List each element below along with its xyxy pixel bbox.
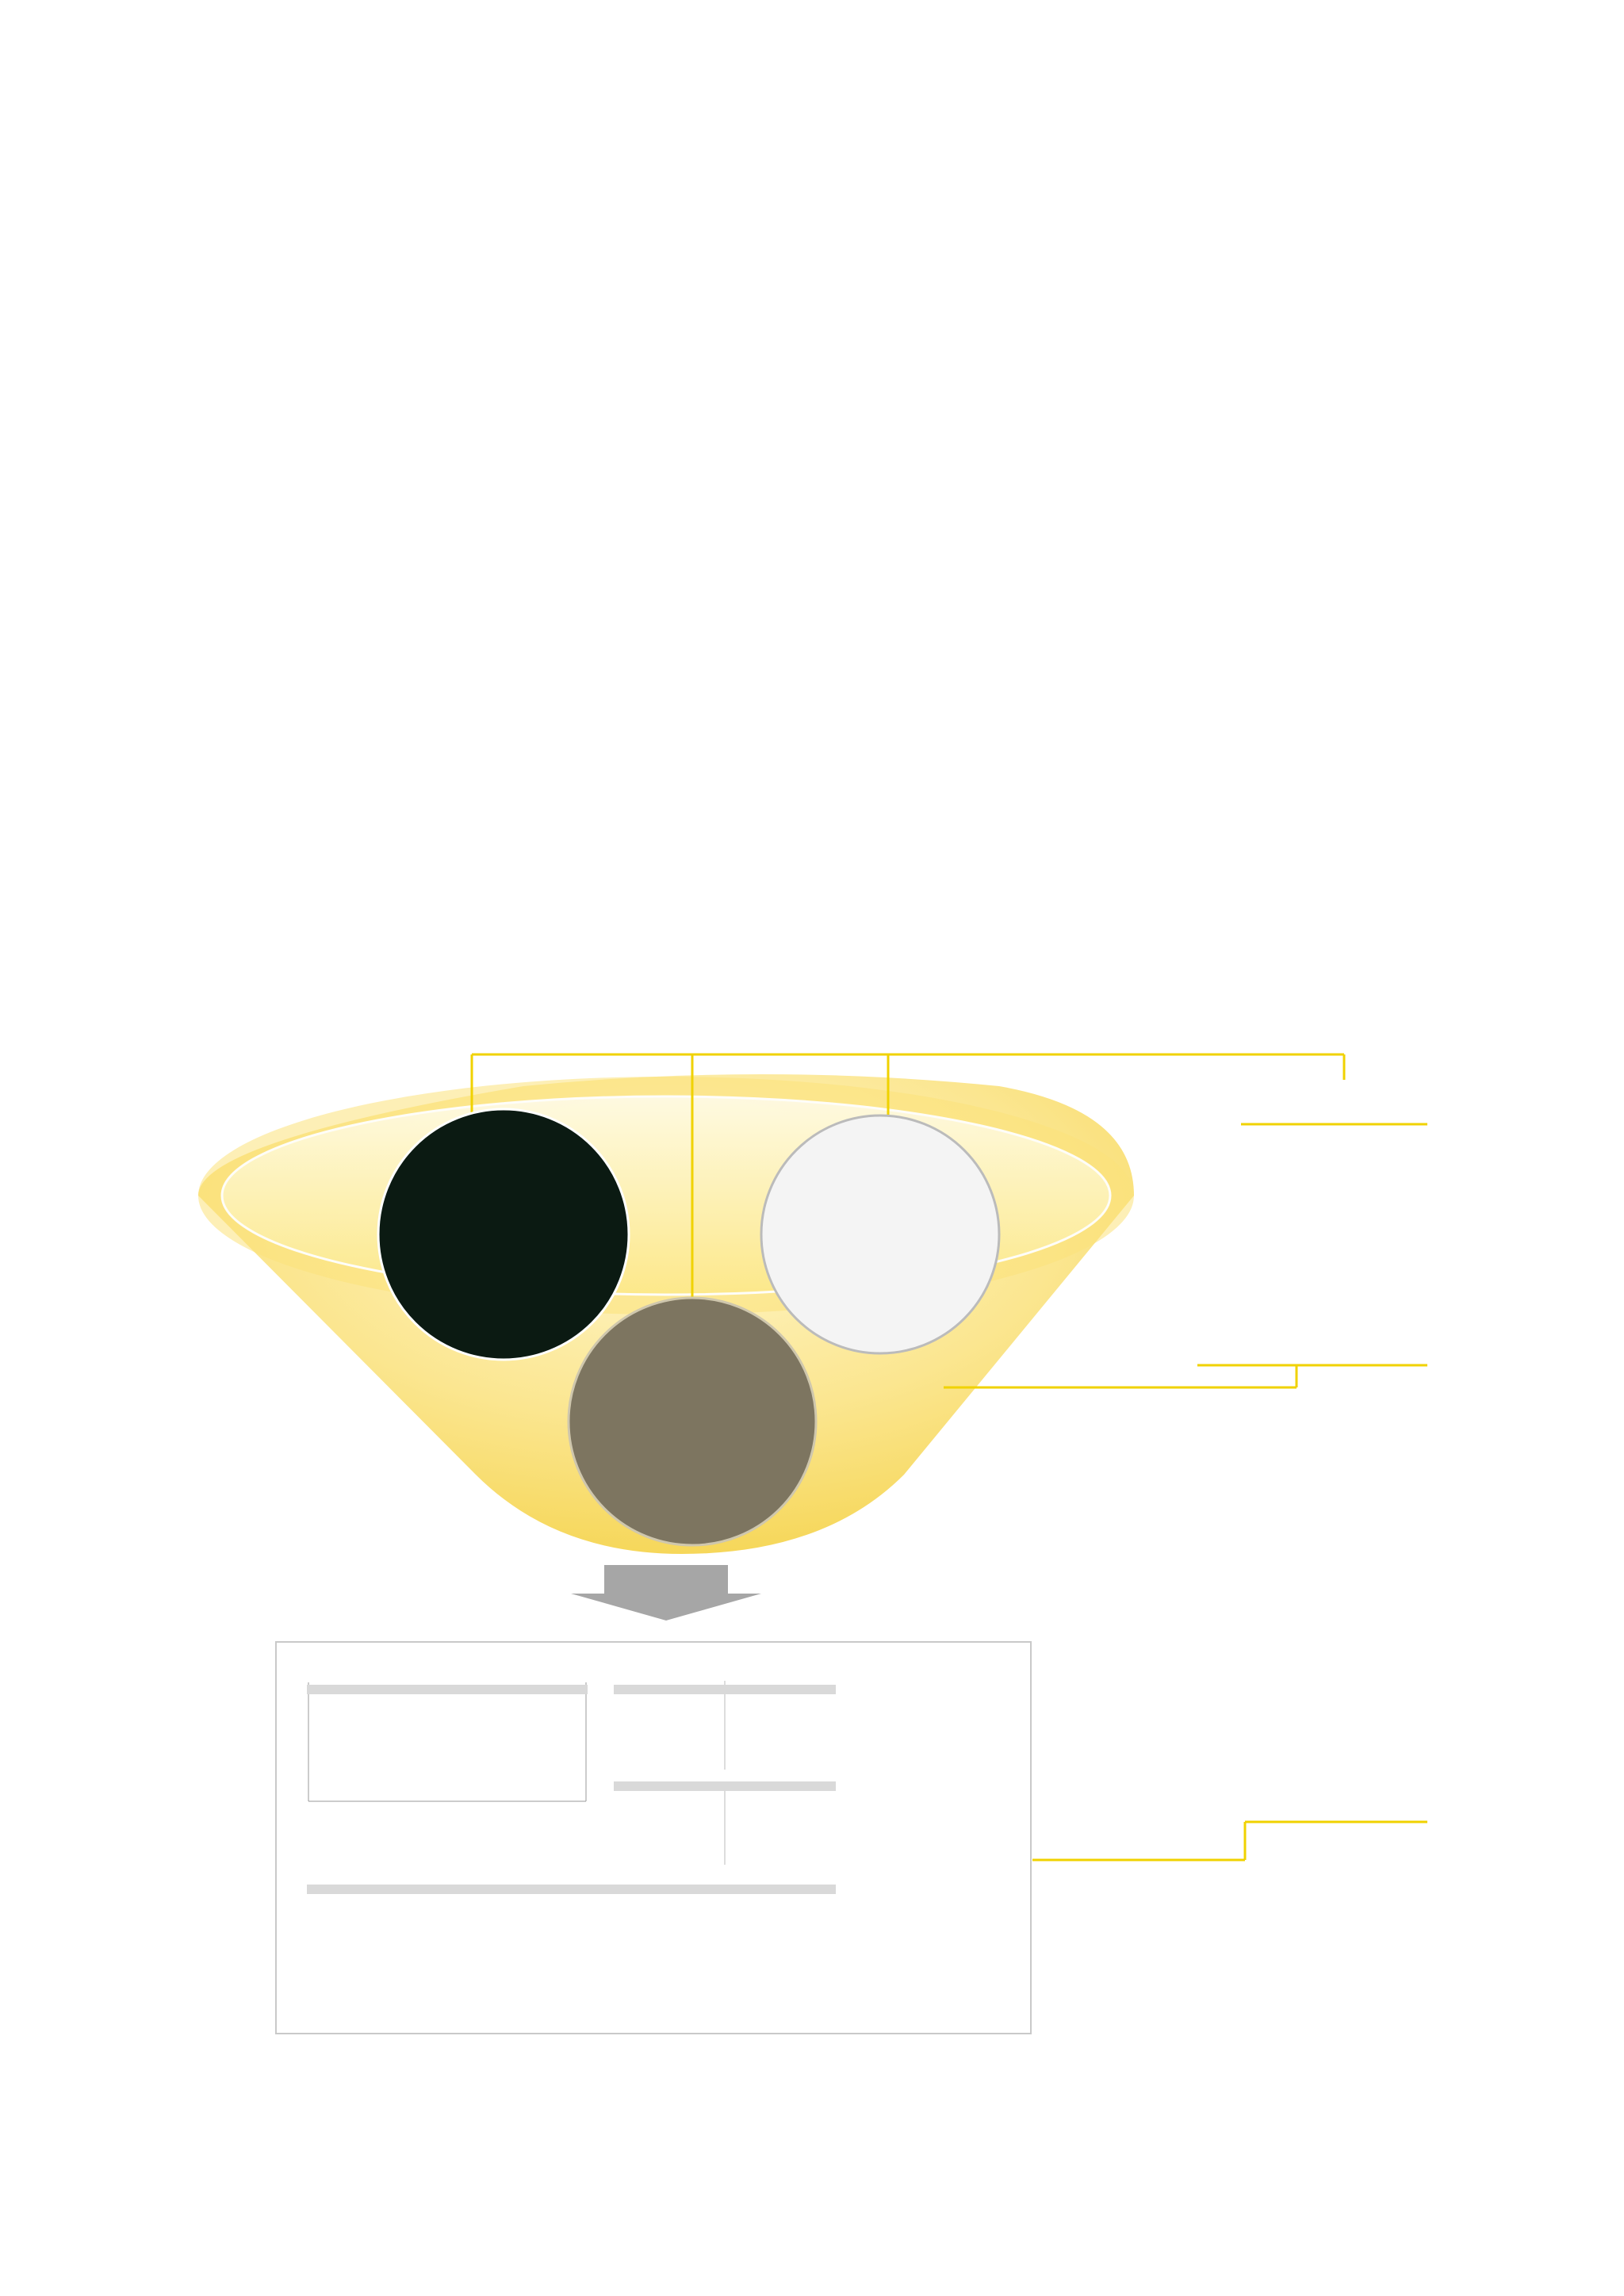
down-arrow [571,1565,761,1621]
panel-account-per-month-title [307,1885,836,1894]
panel-amount-per-account-title [614,1685,836,1694]
panel-amount-per-subcategory-title [614,1781,836,1791]
panel-journal-entries-title [307,1685,588,1694]
sample-dashboard [275,1641,1032,2034]
dashboard-graphics [277,1643,1032,2034]
